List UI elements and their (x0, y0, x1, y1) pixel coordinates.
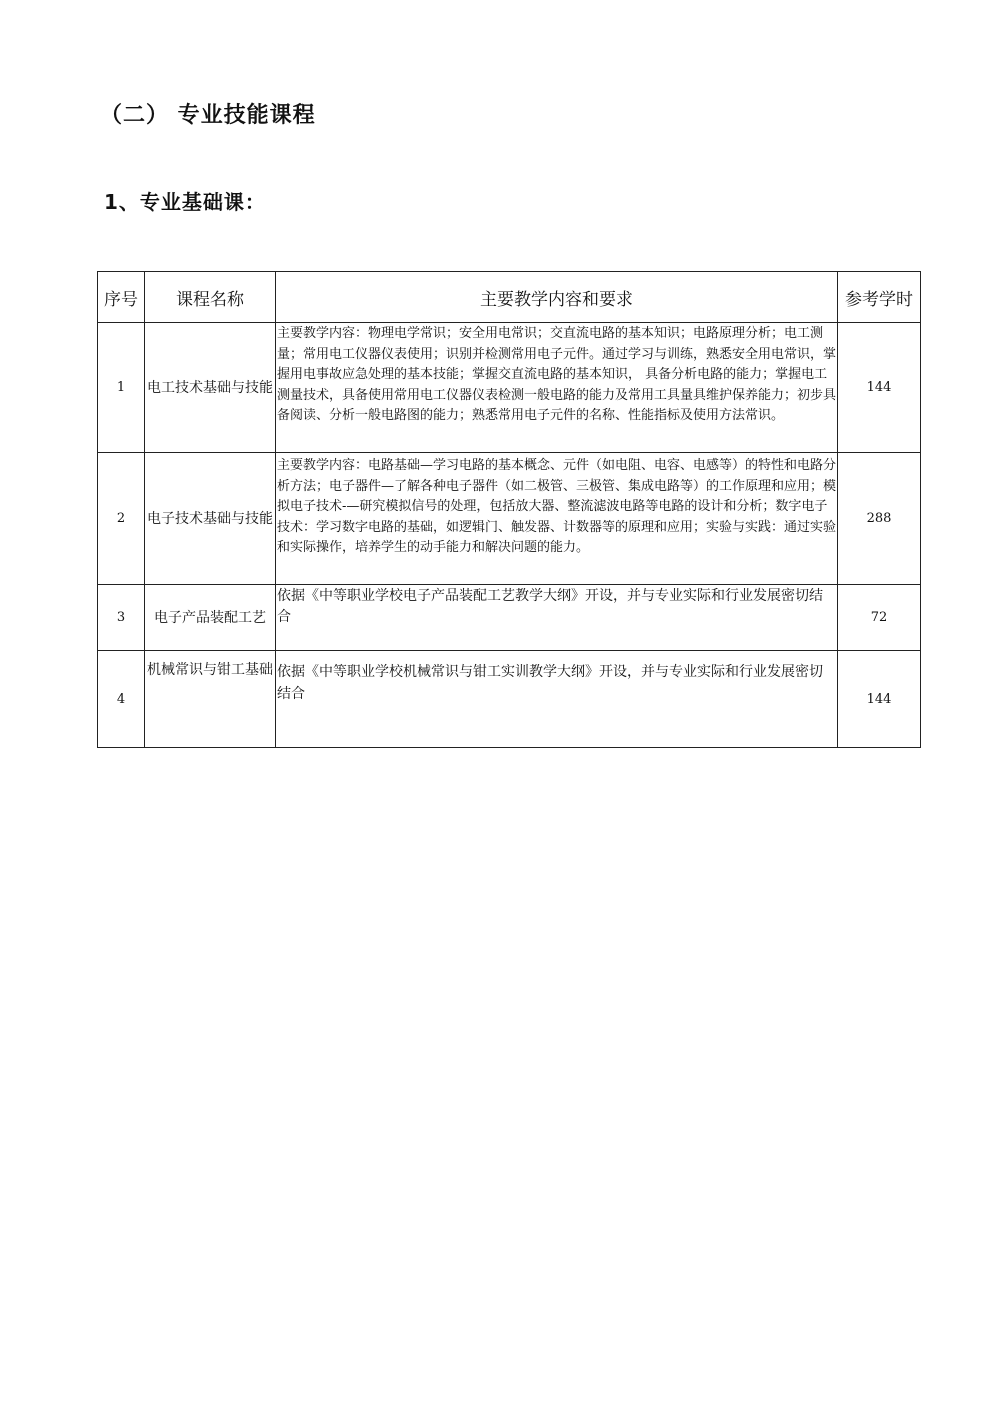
header-course-name: 课程名称 (145, 272, 276, 323)
section-title: （二） 专业技能课程 (100, 103, 316, 128)
row-no: 2 (98, 453, 145, 585)
row-hours: 72 (838, 585, 921, 651)
table-row (98, 453, 921, 585)
row-course-name: 电工技术基础与技能 (145, 323, 276, 453)
row-content: 依据《中等职业学校电子产品装配工艺教学大纲》开设，并与专业实际和行业发展密切结合 (276, 585, 838, 651)
row-no: 4 (98, 651, 145, 748)
row-content: 主要教学内容：电路基础—学习电路的基本概念、元件（如电阻、电容、电感等）的特性和电路分析方法；电子器件—了解各种电子器件（如二极管、三极管、集成电路等）的工作原理和应用；模拟电子技术-—研究模拟信号的处理，包括放大器、整流滤波电路等电路的设计和分析；数字电子技术：学习数字电路的基础，如逻辑门、触发器、计数器等的原理和应用；实验与实践：通过实验和实际操作，培养学生的动手能力和解决问题的能力。 (276, 453, 838, 585)
row-course-name: 机械常识与钳工基础 (145, 651, 276, 748)
course-table (97, 271, 921, 748)
row-hours: 288 (838, 453, 921, 585)
row-hours: 144 (838, 323, 921, 453)
row-course-name: 电子技术基础与技能 (145, 453, 276, 585)
table-row (98, 585, 921, 651)
table-row (98, 323, 921, 453)
row-hours: 144 (838, 651, 921, 748)
header-content: 主要教学内容和要求 (276, 272, 838, 323)
row-no: 3 (98, 585, 145, 651)
row-course-name: 电子产品装配工艺 (145, 585, 276, 651)
header-no: 序号 (98, 272, 145, 323)
row-no: 1 (98, 323, 145, 453)
table-header-row (98, 272, 921, 323)
header-hours: 参考学时 (838, 272, 921, 323)
subsection-title: 1、专业基础课： (104, 190, 266, 214)
row-content: 主要教学内容：物理电学常识；安全用电常识；交直流电路的基本知识；电路原理分析；电工测量；常用电工仪器仪表使用；识别并检测常用电子元件。通过学习与训练，熟悉安全用电常识，掌握用电事故应急处理的基本技能；掌握交直流电路的基本知识， 具备分析电路的能力；掌握电工测量技术，具备使用常用电工仪器仪表检测一般电路的能力及常用工具量具维护保养能力；初步具备阅读、分析一般电路图的能力；熟悉常用电子元件的名称、性能指标及使用方法常识。 (276, 323, 838, 453)
table-row (98, 651, 921, 748)
row-content: 依据《中等职业学校机械常识与钳工实训教学大纲》开设，并与专业实际和行业发展密切结合 (276, 651, 838, 748)
